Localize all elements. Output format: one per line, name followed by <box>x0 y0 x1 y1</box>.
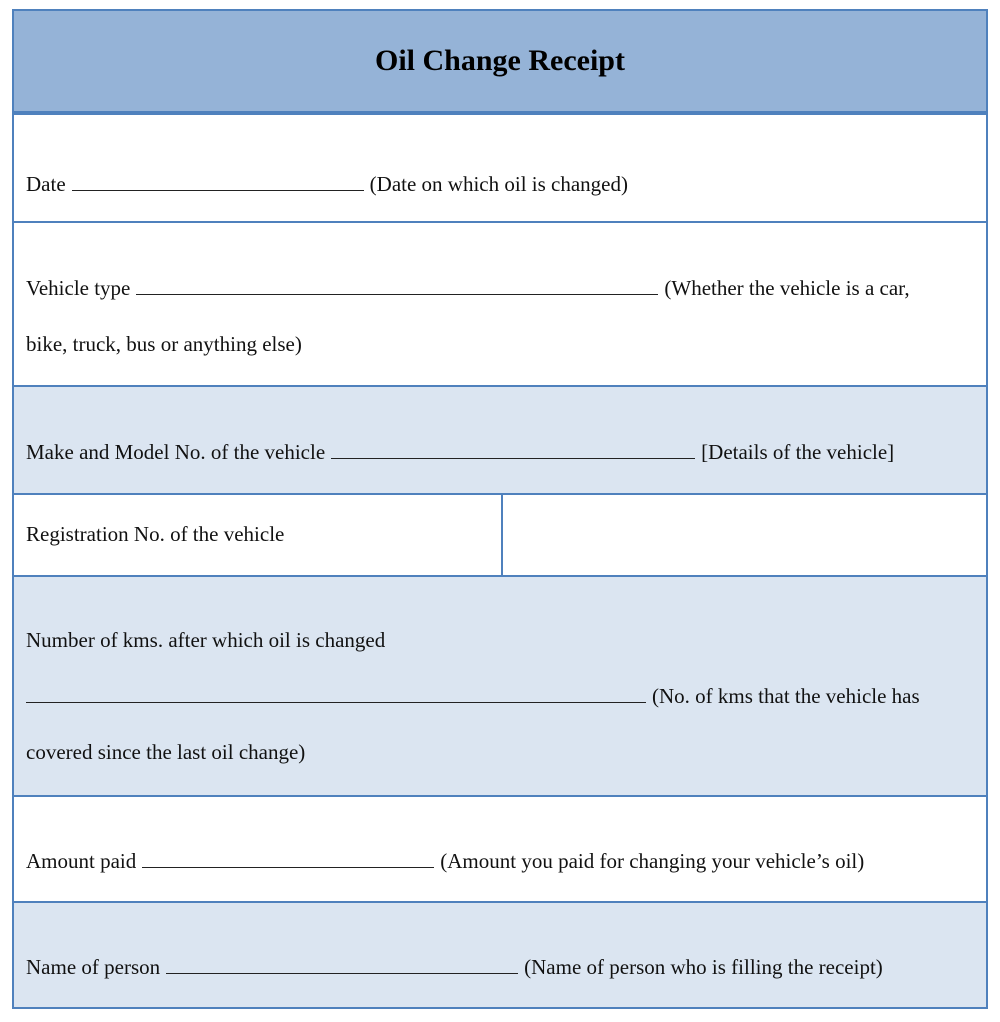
name-field[interactable] <box>166 955 518 974</box>
amount-field[interactable] <box>142 849 434 868</box>
kms-row <box>14 577 986 797</box>
vehicle-type-hint-cont: bike, truck, bus or anything else) <box>26 332 302 356</box>
registration-label: Registration No. of the vehicle <box>26 522 285 546</box>
amount-label: Amount paid <box>26 849 137 873</box>
date-field[interactable] <box>72 172 364 191</box>
vehicle-type-row <box>14 223 986 387</box>
make-model-hint: [Details of the vehicle] <box>701 440 895 464</box>
date-hint: (Date on which oil is changed) <box>369 172 628 196</box>
form-header <box>14 11 986 115</box>
oil-change-receipt-form <box>12 9 988 1009</box>
name-row <box>14 903 986 1007</box>
amount-hint: (Amount you paid for changing your vehicle’s oil) <box>440 849 865 873</box>
name-label: Name of person <box>26 955 161 979</box>
name-hint: (Name of person who is filling the receipt) <box>524 955 883 979</box>
date-label: Date <box>26 172 66 196</box>
vehicle-type-hint: (Whether the vehicle is a car, <box>664 276 910 300</box>
make-model-row <box>14 387 986 495</box>
vehicle-type-field[interactable] <box>136 276 658 295</box>
kms-field[interactable] <box>26 684 646 703</box>
kms-hint-cont: covered since the last oil change) <box>26 740 306 764</box>
make-model-label: Make and Model No. of the vehicle <box>26 440 326 464</box>
form-title: Oil Change Receipt <box>375 44 625 77</box>
make-model-field[interactable] <box>331 440 695 459</box>
amount-row <box>14 797 986 903</box>
date-row <box>14 115 986 223</box>
registration-row <box>14 495 986 577</box>
kms-label: Number of kms. after which oil is changed <box>26 628 386 652</box>
kms-hint: (No. of kms that the vehicle has <box>652 684 920 708</box>
registration-field[interactable] <box>503 495 986 575</box>
vehicle-type-label: Vehicle type <box>26 276 131 300</box>
